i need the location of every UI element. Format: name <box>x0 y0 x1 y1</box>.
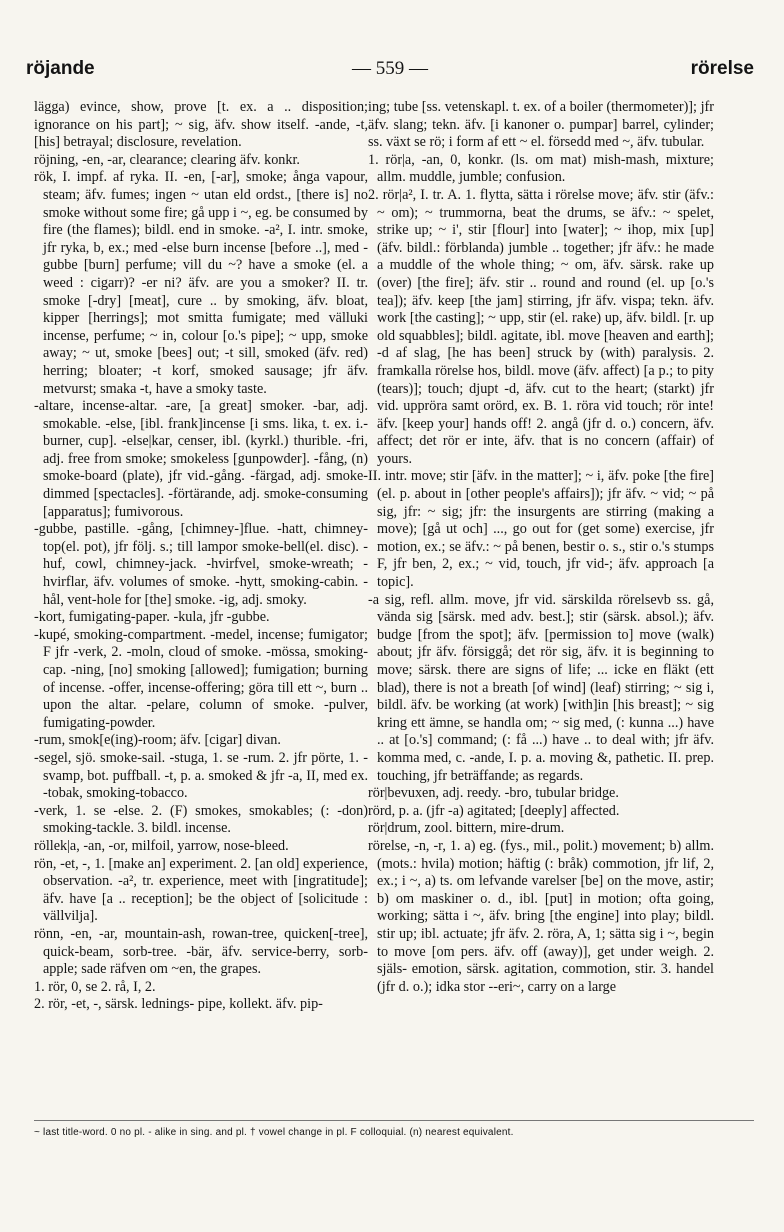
abbreviation-legend: ~ last title-word. 0 no pl. - alike in sing. and pl. † vowel change in pl. F colloquial. (n) nearest equivalent. <box>34 1127 514 1138</box>
entry-rokkupe: -kupé, smoking-compartment. -medel, incense; fumigator; F jfr -verk, 2. -moln, cloud of smoke. -mössa, smoking-cap. -ning, [no] smoking [allowed]; fumigation; burning of incense. -offer, incense-offering; göra till ett ~, burn .. upon the altar. -pelare, column of smoke. -pulver, fumigating-powder. <box>34 626 368 731</box>
entry-rokrum: -rum, smok[e(ing)-room; äfv. [cigar] divan. <box>34 732 281 749</box>
entry-continuation: lägga) evince, show, prove [t. ex. a .. disposition; ignorance on his part]; ~ sig, äfv. show itself. -ande, -t, [his] betrayal; disclosure, revelation. <box>34 99 368 151</box>
entry-rok-compounds-1: -altare, incense-altar. -are, [a great] smoker. -bar, adj. smokable. -else, [ibl. frank]incense [i sms. lika, t. ex. i.-burner, cup]. -else|kar, censer, ibl. (kyrkl.) thurible. -fri, adj. free from smoke; smokeless [gunpowder]. -fång, (n) smoke-board (plate), jfr vid.-gång. -färgad, adj. smoke-dimmed [spectacles]. -förtärande, adj. smoke-consuming [apparatus]; fumivorous. <box>34 398 368 520</box>
entry-rolleka: röllek|a, -an, -or, milfoil, yarrow, nose-bleed. <box>34 837 289 854</box>
page-header <box>26 58 754 92</box>
entry-rojning: röjning, -en, -ar, clearance; clearing äfv. konkr. <box>34 151 300 168</box>
entry-ror-2: 2. rör, -et, -, särsk. lednings- pipe, kollekt. äfv. pip- <box>34 996 323 1013</box>
entry-rord: rörd, p. a. (jfr -a) agitated; [deeply] affected. <box>368 802 620 819</box>
entry-rora-2: 2. rör|a², I. tr. A. 1. flytta, sätta i rörelse move; äfv. stir (äfv.: ~ om); ~ trummorna, beat the drums, se äfv.: ~ spelet, strike up; ~ i', stir [flour] into [water]; ~ ihop, mix [up] (äfv. bildl.: förblanda) jumble .. together; jfr äfv.: he made a muddle of the whole thing; ~ om, äfv. särsk. rake up (over) [the fire]; äfv. stir .. round and round (el. up [o.'s tea]); äfv. keep [the jam] stirring, jfr äfv. vispa; tekn. äfv. work [the casting]; ~ upp, stir (el. rake) up, äfv. bildl. [r. up old squabbles]; bildl. agitate, ibl. move [heaven and earth]; -d af slag, [he has been] struck by (with) paralysis. 2. framkalla rörelse hos, bildl. move (äfv. affect) [a p.; to pity (tears)]; touch; djupt -d, äfv. cut to the heart; (starkt) jfr vid. uppröra samt orörd, ex. B. 1. röra vid touch; rör inte! äfv. [keep your] hands off! 2. angå (jfr d. o.) concern, äfv. affect; det rör er inte, äfv. that is no concern (affair) of yours. <box>368 186 714 467</box>
entry-rora-1: 1. rör|a, -an, 0, konkr. (ls. om mat) mish-mash, mixture; allm. muddle, jumble; confusion. <box>368 151 714 186</box>
left-guide-word: röjande <box>26 58 95 79</box>
entry-rora-intr: II. intr. move; stir [äfv. in the matter]; ~ i, äfv. poke [the fire] (el. p. about in [other people's affairs]); jfr äfv. ~ vid; ~ på sig, jfr: ~ sig; jfr: the insurgents are stirring (making a move); [gå ut och] ..., go out for (get some) exercise, jfr motion, ex.; se äfv.: ~ på benen, bestir o. s., stir o.'s stumps F, jfr ben, 2, ex.; ~ vid, touch, jfr vid-; äfv. approach [a topic]. <box>368 468 714 591</box>
entry-rokverk: -verk, 1. se -else. 2. (F) smokes, smokables; (: -don) smoking-tackle. 3. bildl. incense. <box>34 802 368 837</box>
entry-ror-1: 1. rör, 0, se 2. rå, I, 2. <box>34 978 156 995</box>
left-column <box>34 99 368 1113</box>
entry-rok: rök, I. impf. af ryka. II. -en, [-ar], smoke; ånga vapour, steam; äfv. fumes; ingen ~ utan eld ordst., [there is] no smoke without some fire; gå upp i ~, eg. be consumed by fire (the flames); bildl. end in smoke. -a², I. intr. smoke, jfr ryka, b, ex.; med -else burn incense [before ..], med -gubbe [burn] perfume; vill du ~? have a smoke (el. a weed : cigarr)? -er ni? äfv. are you a smoker? II. tr. smoke [-dry] [meat], cure .. by smoking, äfv. bloat, kipper [herrings]; mot smitta fumigate; med välluki incense, perfume; ~ in, colour [o.'s pipe]; ~ upp, smoke away; ~ ut, smoke [bees] out; -t sill, smoked (äfv. red) herring; bloater; -t korf, smoked sausage; jfr äfv. metvurst; smaka -t, have a smoky taste. <box>34 169 368 397</box>
footer-rule <box>34 1120 754 1121</box>
entry-rok-compounds-2: -gubbe, pastille. -gång, [chimney-]flue. -hatt, chimney-top(el. pot), jfr följ. s.; till lampor smoke-bell(el. disc). -huf, cowl, chimney-jack. -hvirfvel, smoke-wreath; -hvirflar, äfv. volumes of smoke. -hytt, smoking-cabin. -hål, vent-hole for [the] smoke. -ig, adj. smoky. <box>34 521 368 608</box>
right-column <box>368 99 714 1113</box>
entry-rokkort: -kort, fumigating-paper. -kula, jfr -gubbe. <box>34 609 270 626</box>
entry-ronn: rönn, -en, -ar, mountain-ash, rowan-tree, quicken[-tree], quick-beam, sorb-tree. -bär, äfv. service-berry, sorb-apple; sade räfven om ~en, the grapes. <box>34 925 368 978</box>
entry-roksegel: -segel, sjö. smoke-sail. -stuga, 1. se -rum. 2. jfr pörte, 1. -svamp, bot. puffball. -t, p. a. smoked & jfr -a, II, med ex. -tobak, smoking-tobacco. <box>34 749 368 802</box>
entry-ror-continuation: ing; tube [ss. vetenskapl. t. ex. of a boiler (thermometer)]; jfr äfv. slang; tekn. äfv. [i kanoner o. pumpar] barrel, cylinder; ss. växt se rö; i form af ett ~ el. försedd med ~, äfv. tubular. <box>368 99 714 151</box>
entry-rora-sig: -a sig, refl. allm. move, jfr vid. särskilda rörelsevb ss. gå, vända sig [särsk. med adv. best.]; stir (särsk. absol.); äfv. budge [from the spot]; äfv. [permission to] move (walk) about; jfr äfv. försiggå; det rör sig, äfv. it is beginning to move; särsk. there are signs of life; ... icke en fläkt (ett blad), there is not a breath [of wind] (leaf) stirring; ~ sig i, bildl. äfv. be working (at work) [with]in [his breast]; ~ sig kring ett ämne, se handla om; ~ sig med, (: kunna ...) have .. at [o.'s] command; (: få ...) have .. to deal with; jfr äfv. komma med, c. -ande, I. p. a. moving &, pathetic. II. prep. touching, jfr beträffande; as regards. <box>368 591 714 784</box>
entry-rordrum: rör|drum, zool. bittern, mire-drum. <box>368 820 565 837</box>
entry-ron: rön, -et, -, 1. [make an] experiment. 2. [an old] experience, observation. -a², tr. experience, meet with [ingratitude]; äfv. have [a .. reception]; be the object of [solicitude : vällvilja]. <box>34 855 368 925</box>
page-number: — 559 — <box>352 58 428 79</box>
entry-rorelse: rörelse, -n, -r, 1. a) eg. (fys., mil., polit.) movement; b) allm. (mots.: hvila) motion; häftig (: bråk) commotion, jfr lif, 2, ex.; i ~, a) ts. om lefvande varelser [be] on the move, astir; b) om maskiner o. d., ibl. [put] in motion; ofta going, working; sätta i ~, äfv. bring [the engine] into play; bildl. stir up; ibl. actuate; jfr äfv. 2. röra, A, 1; sätta sig i ~, begin to move [om pers. äfv. off (away)], get under weigh. 2. själs- emotion, särsk. agitation, commotion, stir. 3. handel (jfr d. o.); idka stor --eri~, carry on a large <box>368 837 714 995</box>
right-guide-word: rörelse <box>690 58 754 79</box>
entry-rorbevuxen: rör|bevuxen, adj. reedy. -bro, tubular bridge. <box>368 785 619 802</box>
